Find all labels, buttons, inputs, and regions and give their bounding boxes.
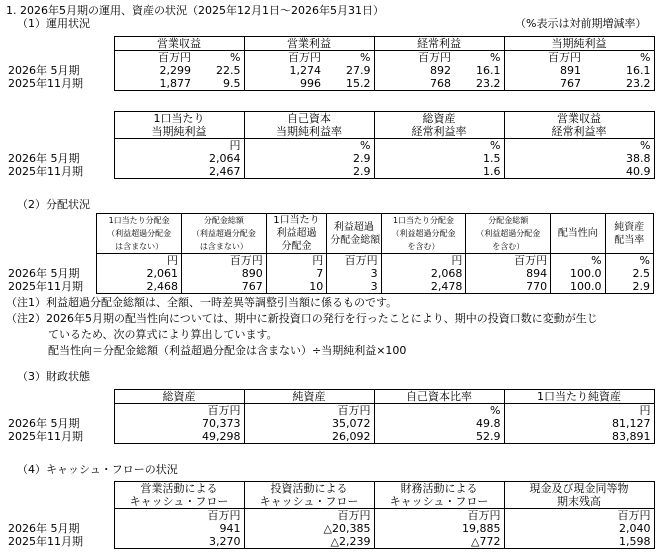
row-label: 2026年 5月期 bbox=[6, 152, 114, 165]
header-payout-ratio: 配当性向 bbox=[551, 214, 605, 254]
table-cell: 1,877 bbox=[114, 77, 194, 91]
table-cell: 22.5 bbox=[194, 64, 244, 77]
unit-cell: 百万円 bbox=[244, 404, 374, 418]
payout-formula: 配当性向＝分配金総額（利益超過分配金は含まない）÷当期純利益×100 bbox=[48, 344, 407, 357]
header-net-income-per-unit: 1口当たり 当期純利益 bbox=[114, 112, 244, 139]
header-ordinary-margin: 営業収益 経常利益率 bbox=[504, 112, 654, 139]
table-cell: 892 bbox=[374, 64, 454, 77]
unit-cell: % bbox=[324, 51, 374, 65]
header-net-assets: 純資産 bbox=[244, 390, 374, 404]
unit-cell: 百万円 bbox=[181, 254, 266, 268]
table-row bbox=[6, 535, 654, 549]
unit-cell: % bbox=[551, 254, 605, 268]
unit-cell: 円 bbox=[114, 139, 244, 153]
table-cell: 49.8 bbox=[374, 417, 504, 430]
table-row bbox=[6, 417, 654, 430]
row-label: 2026年 5月期 bbox=[6, 267, 97, 280]
table-cell: 83,891 bbox=[504, 430, 654, 444]
table-cell: 3 bbox=[327, 280, 381, 294]
table-cell: 2.5 bbox=[605, 267, 653, 280]
unit-cell: % bbox=[194, 51, 244, 65]
table-cell: 23.2 bbox=[584, 77, 654, 91]
table-cell: 7 bbox=[266, 267, 327, 280]
table-row bbox=[6, 64, 654, 77]
table-cell: 941 bbox=[114, 522, 244, 535]
table-cell: 2.9 bbox=[244, 152, 374, 165]
table-cell: 40.9 bbox=[504, 165, 654, 179]
unit-cell: 円 bbox=[97, 254, 182, 268]
table-cell: 2.9 bbox=[605, 280, 653, 294]
row-label: 2025年11月期 bbox=[6, 280, 97, 294]
table-cell: 23.2 bbox=[454, 77, 504, 91]
table-row bbox=[6, 430, 654, 444]
table-cell: 2,468 bbox=[97, 280, 182, 294]
unit-cell: 百万円 bbox=[244, 509, 374, 523]
table-cell: 16.1 bbox=[584, 64, 654, 77]
table-cell: 996 bbox=[244, 77, 324, 91]
table-cell: 2,467 bbox=[114, 165, 244, 179]
unit-cell: 百万円 bbox=[114, 509, 244, 523]
table-cell: 38.8 bbox=[504, 152, 654, 165]
header-excess-total: 利益超過 分配金総額 bbox=[327, 214, 381, 254]
table-row bbox=[6, 267, 654, 280]
unit-cell: 円 bbox=[266, 254, 327, 268]
table-cell: 70,373 bbox=[114, 417, 244, 430]
header-investing-cf: 投資活動による キャッシュ・フロー bbox=[244, 482, 374, 509]
table-cell: 26,092 bbox=[244, 430, 374, 444]
header-excess-dpu: 1口当たり 利益超過 分配金 bbox=[266, 214, 327, 254]
table-cell: 100.0 bbox=[551, 267, 605, 280]
table-cell: 2,040 bbox=[504, 522, 654, 535]
operations-table bbox=[6, 36, 655, 91]
unit-cell: % bbox=[244, 139, 374, 153]
unit-cell: 百万円 bbox=[327, 254, 381, 268]
table-cell: 2,068 bbox=[381, 267, 466, 280]
table-cell: 1,598 bbox=[504, 535, 654, 549]
unit-cell: % bbox=[584, 51, 654, 65]
cash-flow-table bbox=[6, 481, 655, 549]
table-cell: 81,127 bbox=[504, 417, 654, 430]
unit-cell: % bbox=[374, 139, 504, 153]
header-operating-revenue: 営業収益 bbox=[114, 37, 244, 51]
table-row bbox=[6, 522, 654, 535]
row-label: 2025年11月期 bbox=[6, 535, 114, 549]
table-cell: 2,061 bbox=[97, 267, 182, 280]
table-cell: △2,239 bbox=[244, 535, 374, 549]
table-cell: 2,064 bbox=[114, 152, 244, 165]
unit-cell: 百万円 bbox=[374, 51, 454, 65]
header-cash-end: 現金及び現金同等物 期末残高 bbox=[504, 482, 654, 509]
table-cell: 9.5 bbox=[194, 77, 244, 91]
table-cell: 100.0 bbox=[551, 280, 605, 294]
section-title-cash-flow: （4）キャッシュ・フローの状況 bbox=[17, 463, 178, 476]
header-dpu-incl: 1口当たり分配金 （利益超過分配金 を含む） bbox=[381, 214, 466, 254]
table-cell: 3 bbox=[327, 267, 381, 280]
section-title-distributions: （2）分配状況 bbox=[17, 198, 90, 211]
row-label: 2026年 5月期 bbox=[6, 417, 114, 430]
note-1: （注1）利益超過分配金総額は、全額、一時差異等調整引当額に係るものです。 bbox=[6, 296, 398, 309]
unit-cell: 百万円 bbox=[504, 51, 584, 65]
row-label: 2025年11月期 bbox=[6, 77, 114, 91]
table-cell: 2,299 bbox=[114, 64, 194, 77]
ratios-table bbox=[6, 111, 655, 179]
unit-cell: 百万円 bbox=[114, 404, 244, 418]
unit-cell: % bbox=[605, 254, 653, 268]
table-cell: 891 bbox=[504, 64, 584, 77]
header-nav-per-unit: 1口当たり純資産 bbox=[504, 390, 654, 404]
table-cell: 15.2 bbox=[324, 77, 374, 91]
table-cell: △772 bbox=[374, 535, 504, 549]
table-row bbox=[6, 152, 654, 165]
table-cell: 1.5 bbox=[374, 152, 504, 165]
header-operating-cf: 営業活動による キャッシュ・フロー bbox=[114, 482, 244, 509]
table-cell: 1,274 bbox=[244, 64, 324, 77]
table-cell: 767 bbox=[504, 77, 584, 91]
unit-cell: 百万円 bbox=[466, 254, 551, 268]
unit-cell: 円 bbox=[504, 404, 654, 418]
table-cell: 27.9 bbox=[324, 64, 374, 77]
row-label: 2025年11月期 bbox=[6, 430, 114, 444]
table-row bbox=[6, 280, 654, 294]
header-dpu-excl: 1口当たり分配金 （利益超過分配金 は含まない） bbox=[97, 214, 182, 254]
header-nav-dividend-ratio: 純資産 配当率 bbox=[605, 214, 653, 254]
table-cell: 35,072 bbox=[244, 417, 374, 430]
table-cell: 890 bbox=[181, 267, 266, 280]
table-cell: 767 bbox=[181, 280, 266, 294]
table-cell: 2.9 bbox=[244, 165, 374, 179]
unit-cell: 百万円 bbox=[504, 509, 654, 523]
unit-cell: 百万円 bbox=[374, 509, 504, 523]
table-cell: 770 bbox=[466, 280, 551, 294]
header-equity-ratio: 自己資本比率 bbox=[374, 390, 504, 404]
section-title-operations: （1）運用状況 bbox=[17, 17, 90, 30]
distribution-table bbox=[6, 213, 654, 294]
table-cell: 19,885 bbox=[374, 522, 504, 535]
note-2: （注2）2026年5月期の配当性向については、期中に新投資口の発行を行ったことにより、期中の投資口数に変動が生じ bbox=[6, 312, 598, 325]
table-cell: 52.9 bbox=[374, 430, 504, 444]
table-cell: 3,270 bbox=[114, 535, 244, 549]
header-total-assets: 総資産 bbox=[114, 390, 244, 404]
header-roa: 総資産 経常利益率 bbox=[374, 112, 504, 139]
row-label: 2026年 5月期 bbox=[6, 64, 114, 77]
note-2-cont: ているため、次の算式により算出しています。 bbox=[48, 328, 278, 341]
table-cell: 768 bbox=[374, 77, 454, 91]
header-roe: 自己資本 当期純利益率 bbox=[244, 112, 374, 139]
header-total-dist-incl: 分配金総額 （利益超過分配金 を含む） bbox=[466, 214, 551, 254]
row-label: 2025年11月期 bbox=[6, 165, 114, 179]
table-cell: 894 bbox=[466, 267, 551, 280]
row-label: 2026年 5月期 bbox=[6, 522, 114, 535]
percent-note: （%表示は対前期増減率） bbox=[515, 17, 647, 30]
unit-cell: 円 bbox=[381, 254, 466, 268]
document-heading: 1. 2026年5月期の運用、資産の状況（2025年12月1日～2026年5月31日） bbox=[6, 4, 384, 17]
table-cell: 49,298 bbox=[114, 430, 244, 444]
unit-cell: % bbox=[374, 404, 504, 418]
table-cell: 10 bbox=[266, 280, 327, 294]
header-financing-cf: 財務活動による キャッシュ・フロー bbox=[374, 482, 504, 509]
table-cell: △20,385 bbox=[244, 522, 374, 535]
table-cell: 1.6 bbox=[374, 165, 504, 179]
unit-cell: 百万円 bbox=[244, 51, 324, 65]
financial-position-table bbox=[6, 389, 655, 444]
section-title-financial-position: （3）財政状態 bbox=[17, 370, 90, 383]
header-net-income: 当期純利益 bbox=[504, 37, 654, 51]
header-total-dist-excl: 分配金総額 （利益超過分配金 は含まない） bbox=[181, 214, 266, 254]
header-ordinary-income: 経常利益 bbox=[374, 37, 504, 51]
header-operating-income: 営業利益 bbox=[244, 37, 374, 51]
table-cell: 2,478 bbox=[381, 280, 466, 294]
unit-cell: 百万円 bbox=[114, 51, 194, 65]
unit-cell: % bbox=[504, 139, 654, 153]
table-row bbox=[6, 165, 654, 179]
unit-cell: % bbox=[454, 51, 504, 65]
table-row bbox=[6, 77, 654, 91]
table-cell: 16.1 bbox=[454, 64, 504, 77]
